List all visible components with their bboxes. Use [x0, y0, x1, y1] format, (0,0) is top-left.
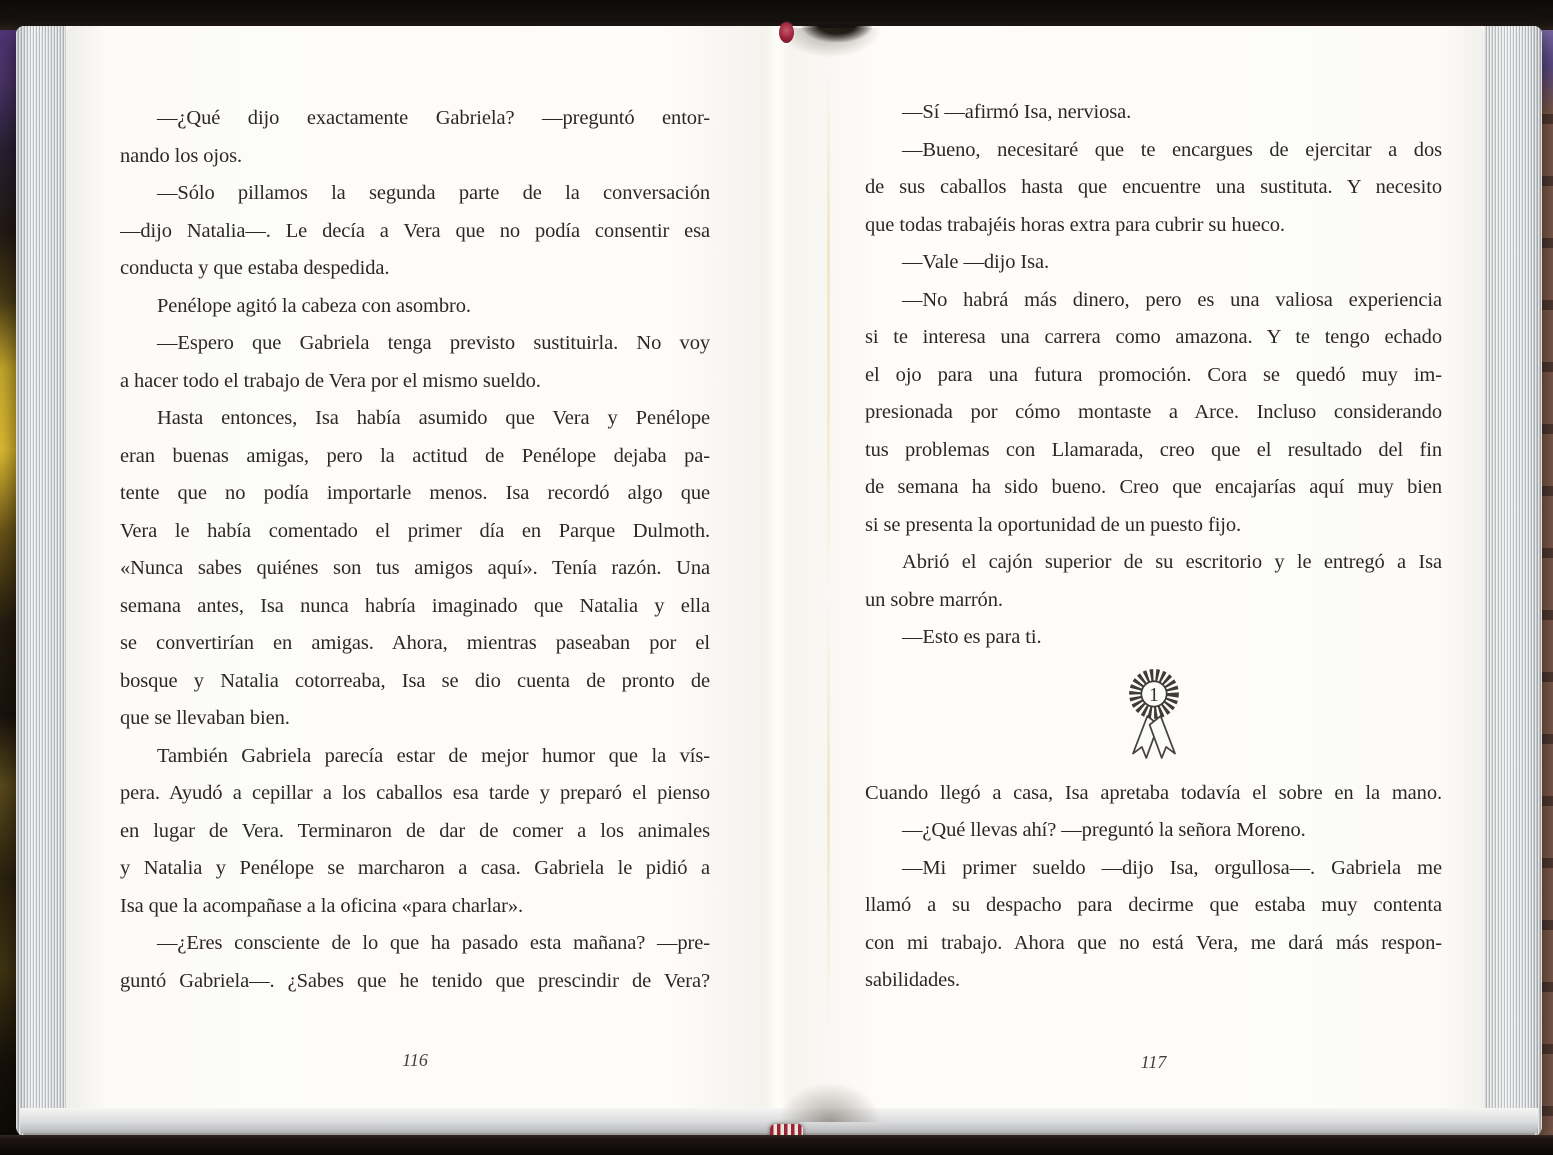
text-line: y Natalia y Penélope se marcharon a casa. Gabriela le pidió a — [120, 857, 710, 879]
text-line: —¿Eres consciente de lo que ha pasado esta mañana? —pre- — [157, 932, 710, 954]
text-line: que todas trabajéis horas extra para cubrir su hueco. — [865, 213, 1285, 236]
text-line: Cuando llegó a casa, Isa apretaba todavía el sobre en la mano. — [865, 781, 1442, 804]
text-line: llamó a su despacho para decirme que estaba muy contenta — [865, 894, 1442, 916]
gutter-shadow-bottom — [778, 1082, 882, 1122]
text-line: También Gabriela parecía estar de mejor humor que la vís- — [157, 744, 710, 767]
text-line: Isa que la acompañase a la oficina «para charlar». — [120, 894, 524, 917]
right-page-text — [865, 94, 1442, 1000]
gutter-thread — [827, 66, 830, 1086]
text-line: presionada por cómo montaste a Arce. Incluso considerando — [865, 401, 1442, 423]
text-line: sabilidades. — [865, 969, 961, 991]
text-line: si te interesa una carrera como amazona. Y te tengo echado — [865, 326, 1442, 348]
text-line: Penélope agitó la cabeza con asombro. — [157, 294, 471, 317]
text-line: «Nunca sabes quiénes son tus amigos aquí». Tenía razón. Una — [120, 557, 710, 579]
text-line: —Sí —afirmó Isa, nerviosa. — [902, 101, 1132, 123]
text-line: tente que no podía importarle menos. Isa recordó algo que — [120, 482, 710, 504]
text-line: con mi trabajo. Ahora que no está Vera, me dará más respon- — [865, 931, 1442, 954]
text-line: —No habrá más dinero, pero es una valiosa experiencia — [902, 288, 1442, 311]
text-line: nando los ojos. — [120, 144, 243, 167]
text-line: Abrió el cajón superior de su escritorio y le entregó a Isa — [902, 551, 1442, 573]
text-line: —Mi primer sueldo —dijo Isa, orgullosa—. Gabriela me — [902, 856, 1442, 879]
text-line: Hasta entonces, Isa había asumido que Vera y Penélope — [157, 407, 710, 429]
text-line: —dijo Natalia—. Le decía a Vera que no podía consentir esa — [120, 219, 710, 242]
open-book — [16, 26, 1542, 1138]
text-line: de semana ha sido bueno. Creo que encajarías aquí muy bien — [865, 476, 1442, 498]
text-line: Vera le había comentado el primer día en Parque Dulmoth. — [120, 519, 710, 542]
text-line: —Espero que Gabriela tenga previsto sustituirla. No voy — [157, 332, 710, 354]
text-line: —¿Qué llevas ahí? —preguntó la señora Moreno. — [902, 819, 1306, 841]
text-line: —Sólo pillamos la segunda parte de la conversación — [157, 182, 710, 204]
text-line: si se presenta la oportunidad de un puesto fijo. — [865, 513, 1242, 536]
text-line: eran buenas amigas, pero la actitud de Penélope dejaba pa- — [120, 444, 710, 467]
text-line: —Vale —dijo Isa. — [902, 251, 1049, 273]
page-number-left: 116 — [402, 1050, 428, 1070]
left-page-text — [120, 100, 710, 1000]
page-number-right: 117 — [1140, 1052, 1167, 1072]
text-line: el ojo para una futura promoción. Cora se quedó muy im- — [865, 363, 1442, 386]
text-line: tus problemas con Llamarada, creo que el resultado del fin — [865, 438, 1442, 461]
page-fore-edge-left — [16, 26, 66, 1138]
book-bottom-shadow — [0, 1135, 1553, 1155]
text-line: —Bueno, necesitaré que te encargues de ejercitar a dos — [902, 138, 1442, 161]
svg-text:1: 1 — [1148, 683, 1159, 706]
spine-headband-top — [779, 22, 794, 43]
first-place-ribbon-icon — [1118, 663, 1190, 769]
text-line: un sobre marrón. — [865, 588, 1003, 611]
text-line: bosque y Natalia cotorreaba, Isa se dio cuenta de pronto de — [120, 669, 710, 692]
text-line: en lugar de Vera. Terminaron de dar de comer a los animales — [120, 819, 710, 842]
page-fore-edge-right — [1484, 26, 1542, 1138]
text-line: se convertirían en amigas. Ahora, mientras paseaban por el — [120, 632, 710, 654]
text-line: que se llevaban bien. — [120, 707, 290, 729]
text-line: semana antes, Isa nunca habría imaginado que Natalia y ella — [120, 594, 710, 617]
text-line: —¿Qué dijo exactamente Gabriela? —preguntó entor- — [157, 107, 710, 129]
scene-break-ornament — [865, 657, 1442, 775]
text-line: —Esto es para ti. — [902, 626, 1042, 648]
text-line: pera. Ayudó a cepillar a los caballos esa tarde y preparó el pienso — [120, 782, 710, 804]
text-line: a hacer todo el trabajo de Vera por el mismo sueldo. — [120, 369, 541, 392]
text-line: conducta y que estaba despedida. — [120, 257, 390, 279]
text-line: guntó Gabriela—. ¿Sabes que he tenido que prescindir de Vera? — [120, 969, 710, 992]
text-line: de sus caballos hasta que encuentre una sustituta. Y necesito — [865, 176, 1442, 198]
